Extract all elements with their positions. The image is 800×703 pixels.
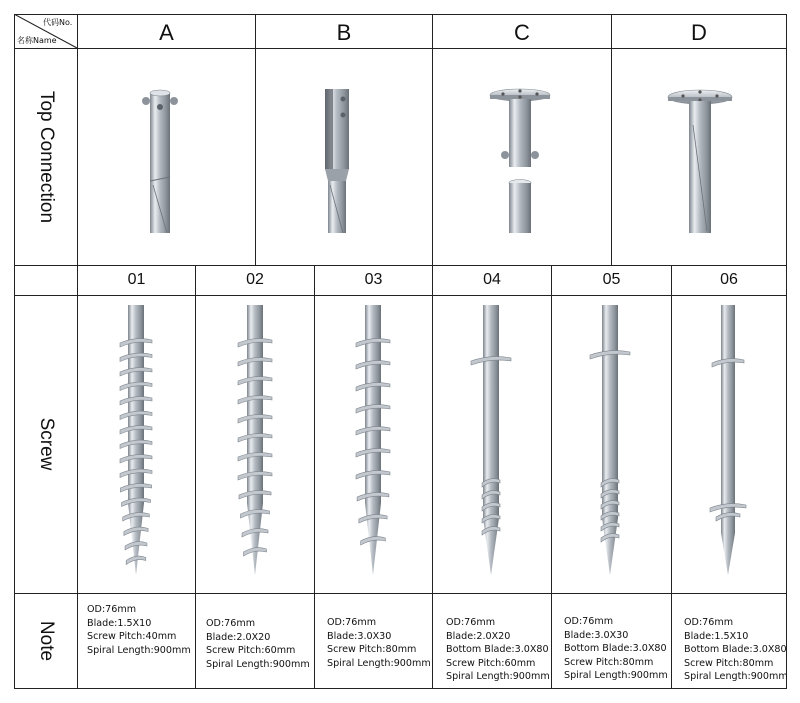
double-blade-screw-icon [461, 303, 521, 578]
note-line: Spiral Length:900mm [446, 671, 550, 683]
note-line: Blade:2.0X20 [206, 631, 271, 643]
grid-line [432, 14, 433, 265]
flange-plate-split-top-icon [485, 85, 555, 235]
note-05 [564, 615, 668, 683]
double-blade-screw-icon [580, 303, 640, 578]
row-label-top-connection: Top Connection [36, 90, 57, 224]
pointed-blade-screw-icon [698, 303, 758, 578]
note-01 [87, 603, 191, 657]
screw-code-05: 05 [602, 271, 621, 288]
note-line: Blade:3.0X30 [564, 629, 629, 641]
screw-code-03: 03 [364, 271, 383, 288]
note-06 [684, 616, 788, 684]
grid-line [671, 265, 672, 689]
continuous-spiral-screw-icon [343, 303, 403, 578]
pole-with-bolt-top-icon [135, 85, 185, 235]
screw-code-04: 04 [483, 271, 501, 288]
continuous-spiral-screw-icon [225, 303, 285, 578]
grid-line [551, 265, 552, 689]
note-line: Screw Pitch:80mm [564, 656, 654, 668]
note-line: Blade:1.5X10 [684, 630, 749, 642]
grid-line [314, 265, 315, 689]
connection-code-d: D [691, 20, 707, 45]
note-line: Bottom Blade:3.0X80 [446, 644, 549, 656]
corner-code-label: 代码No. [43, 18, 73, 27]
note-line: Blade:1.5X10 [87, 617, 152, 629]
note-line: Screw Pitch:80mm [327, 644, 417, 656]
note-line: Spiral Length:900mm [564, 670, 668, 682]
note-line: Bottom Blade:3.0X80 [564, 643, 667, 655]
screw-code-02: 02 [246, 271, 264, 288]
note-line: OD:76mm [206, 618, 256, 629]
square-tube-top-icon [313, 85, 363, 235]
note-line: OD:76mm [327, 617, 377, 628]
row-label-note: Note [36, 620, 57, 662]
grid-line [77, 14, 78, 689]
note-03 [327, 616, 431, 670]
grid-line [195, 265, 196, 689]
continuous-spiral-screw-icon [106, 303, 166, 578]
connection-code-c: C [514, 20, 530, 45]
note-line: Screw Pitch:80mm [684, 657, 774, 669]
grid-line [611, 14, 612, 265]
note-line: Screw Pitch:60mm [206, 645, 296, 657]
corner-name-label: 名称Name [17, 36, 57, 45]
grid-line [14, 48, 787, 49]
note-04 [446, 616, 550, 684]
grid-line [432, 265, 433, 689]
connection-code-a: A [159, 20, 174, 45]
grid-line [786, 14, 787, 689]
grid-line [14, 14, 787, 15]
note-line: Blade:3.0X30 [327, 630, 392, 642]
note-line: OD:76mm [564, 616, 614, 627]
note-line: Screw Pitch:40mm [87, 631, 177, 643]
note-02 [206, 617, 310, 671]
note-line: OD:76mm [87, 604, 137, 615]
note-line: Screw Pitch:60mm [446, 657, 536, 669]
note-line: Blade:2.0X20 [446, 630, 511, 642]
note-line: Spiral Length:900mm [327, 657, 431, 669]
screw-code-06: 06 [720, 271, 738, 288]
grid-line [14, 14, 15, 689]
note-line: Spiral Length:900mm [206, 658, 310, 670]
grid-line [255, 14, 256, 265]
row-label-screw: Screw [36, 417, 57, 471]
flange-plate-top-icon [665, 85, 735, 235]
connection-code-b: B [336, 20, 352, 45]
note-line: Bottom Blade:3.0X80 [684, 644, 787, 656]
screw-code-01: 01 [127, 271, 146, 288]
note-line: OD:76mm [446, 617, 496, 628]
note-line: Spiral Length:900mm [684, 671, 788, 683]
note-line: Spiral Length:900mm [87, 644, 191, 656]
note-line: OD:76mm [684, 617, 734, 628]
